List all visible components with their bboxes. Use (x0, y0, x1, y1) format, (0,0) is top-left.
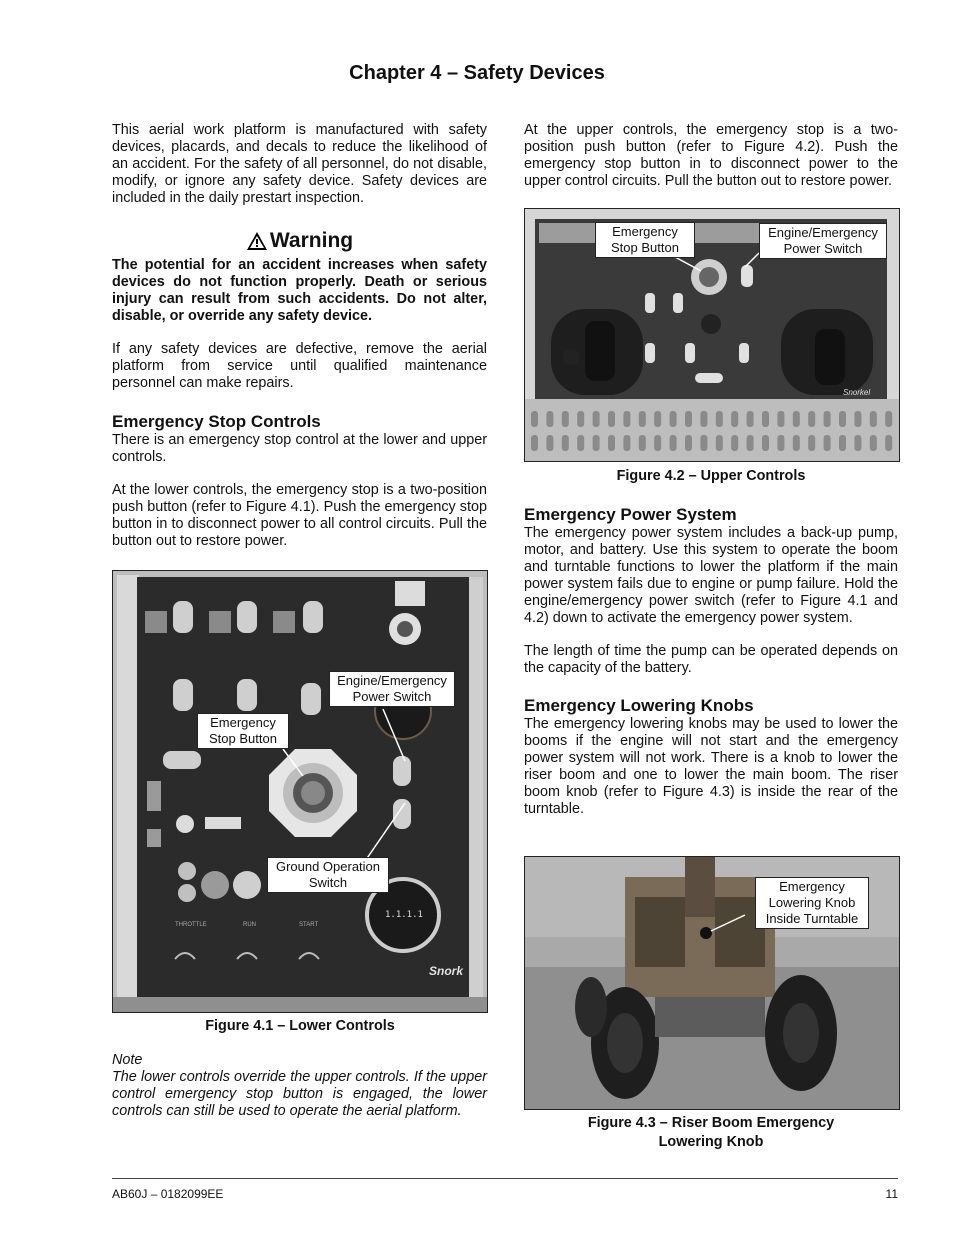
chapter-title: Chapter 4 – Safety Devices (349, 62, 605, 84)
figure-lower-controls (112, 570, 488, 1013)
callout-lowering-knob: Emergency Lowering Knob Inside Turntable (755, 877, 869, 929)
lowering-knobs-paragraph: The emergency lowering knobs may be used to lower the booms if the engine will not start and the emergency power system will not work. There is a knob to lower the riser boom and one to lower the main boom. The riser boom knob (refer to Figure 4.3) is inside the rear of the turntable. (524, 716, 898, 817)
intro-paragraph: This aerial work platform is manufactured with safety devices, placards, and decals to reduce the likelihood of an accident. For the safety of all personnel, do not disable, modify, or ignore any safety device. Safety devices are included in the daily prestart inspection. (112, 122, 487, 206)
warning-title: Warning (269, 229, 354, 252)
callout-emergency-stop: Emergency Stop Button (197, 713, 289, 749)
footer-doc-id: AB60J – 0182099EE (112, 1187, 224, 1201)
estop-paragraph-2: At the lower controls, the emergency stop is a two-position push button (refer to Figure 4.1). Push the emergency stop button in to disconnect power to all control circuits. Pull the button out to restore power. (112, 482, 487, 549)
warning-triangle-icon (246, 231, 268, 251)
note-block (112, 1052, 487, 1120)
figure-upper-controls (524, 208, 900, 462)
brand-logo: Snork (429, 964, 464, 978)
brand-logo: Snorkel (843, 388, 871, 397)
start-label: START (299, 922, 319, 928)
lowering-knobs-heading: Emergency Lowering Knobs (524, 696, 754, 715)
estop-heading: Emergency Stop Controls (112, 412, 321, 431)
callout-emergency-stop: Emergency Stop Button (595, 222, 695, 258)
defective-paragraph: If any safety devices are defective, remove the aerial platform from service until qualified maintenance personnel can make repairs. (112, 341, 487, 391)
figure-4-3-caption: Figure 4.3 – Riser Boom Emergency Lowering Knob (587, 1115, 835, 1150)
lower-controls-photo (113, 571, 487, 1012)
footer-rule (112, 1178, 898, 1179)
warning-body: The potential for an accident increases when safety devices do not function properly. Death or serious injury can result from such accidents. Do not alter, disable, or override any safety device. (112, 257, 487, 324)
note-body: The lower controls override the upper controls. If the upper control emergency stop button is engaged, the lower controls can still be used to operate the aerial platform. (112, 1069, 487, 1119)
estop-paragraph-1: There is an emergency stop control at the lower and upper controls. (112, 432, 487, 465)
page-number: 11 (885, 1187, 898, 1201)
figure-4-1-caption: Figure 4.1 – Lower Controls (205, 1018, 395, 1034)
callout-engine-power-switch: Engine/Emergency Power Switch (759, 223, 887, 259)
throttle-label: THROTTLE (175, 922, 207, 928)
hour-meter-text: 1.1.1.1 (385, 910, 423, 920)
figure-riser-boom-knob (524, 856, 900, 1110)
callout-ground-operation: Ground Operation Switch (267, 857, 389, 893)
run-label: RUN (243, 922, 256, 928)
emergency-power-paragraph-1: The emergency power system includes a back-up pump, motor, and battery. Use this system to operate the boom and turntable functions to lower the platform if the main power system fails due to engine or pump failure. Hold the engine/emergency power switch (refer to Figure 4.1 and 4.2) down to activate the emergency power system. (524, 525, 898, 626)
emergency-power-heading: Emergency Power System (524, 505, 737, 524)
emergency-power-paragraph-2: The length of time the pump can be operated depends on the capacity of the battery. (524, 643, 898, 676)
figure-4-2-caption: Figure 4.2 – Upper Controls (616, 468, 806, 484)
callout-engine-power-switch: Engine/Emergency Power Switch (329, 671, 455, 707)
warning-heading (112, 229, 487, 253)
left-column (112, 122, 487, 550)
upper-controls-paragraph: At the upper controls, the emergency stop is a two-position push button (refer to Figure 4.2). Push the emergency stop button in to disconnect power to the upper control circuits. Pull the button out to restore power. (524, 122, 898, 189)
right-column (524, 122, 898, 190)
right-column-lower (524, 505, 898, 818)
note-label: Note (112, 1052, 143, 1068)
